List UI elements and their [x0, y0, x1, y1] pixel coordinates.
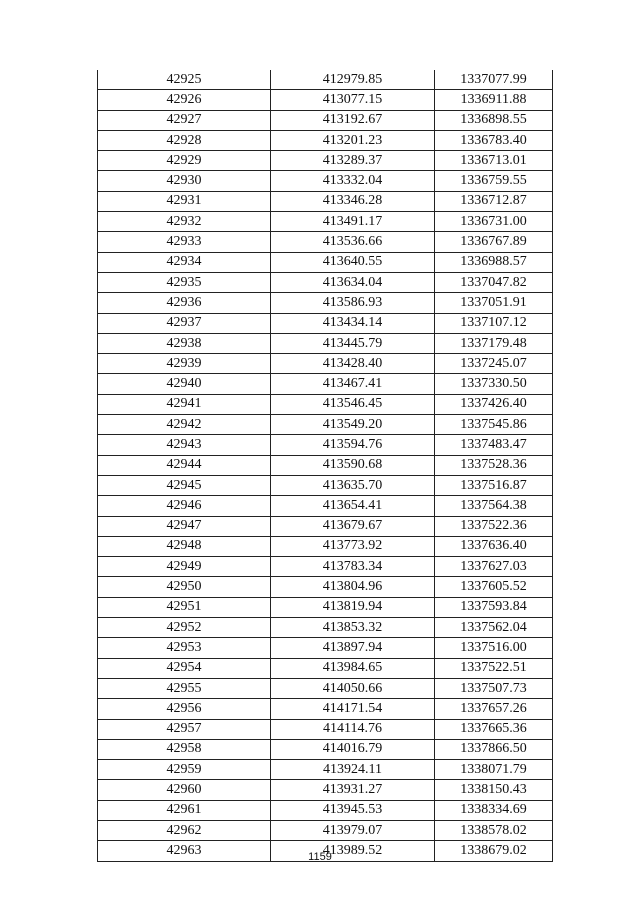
y-coordinate-cell: 1337665.36 [435, 719, 553, 739]
point-id-cell: 42952 [98, 618, 271, 638]
y-coordinate-cell: 1337330.50 [435, 374, 553, 394]
point-id-cell: 42940 [98, 374, 271, 394]
point-id-cell: 42947 [98, 516, 271, 536]
point-id-cell: 42938 [98, 333, 271, 353]
x-coordinate-cell: 413586.93 [271, 293, 435, 313]
point-id-cell: 42956 [98, 699, 271, 719]
point-id-cell: 42926 [98, 90, 271, 110]
point-id-cell: 42961 [98, 800, 271, 820]
table-row [98, 658, 553, 678]
y-coordinate-cell: 1336988.57 [435, 252, 553, 272]
table-row [98, 333, 553, 353]
x-coordinate-cell: 413679.67 [271, 516, 435, 536]
y-coordinate-cell: 1337047.82 [435, 272, 553, 292]
table-row [98, 171, 553, 191]
table-row [98, 70, 553, 90]
table-row [98, 820, 553, 840]
table-row [98, 455, 553, 475]
point-id-cell: 42941 [98, 394, 271, 414]
x-coordinate-cell: 413804.96 [271, 577, 435, 597]
table-row [98, 110, 553, 130]
x-coordinate-cell: 413783.34 [271, 557, 435, 577]
x-coordinate-cell: 413536.66 [271, 232, 435, 252]
point-id-cell: 42931 [98, 191, 271, 211]
table-row [98, 130, 553, 150]
x-coordinate-cell: 413549.20 [271, 415, 435, 435]
point-id-cell: 42939 [98, 354, 271, 374]
point-id-cell: 42958 [98, 739, 271, 759]
point-id-cell: 42928 [98, 130, 271, 150]
x-coordinate-cell: 413192.67 [271, 110, 435, 130]
y-coordinate-cell: 1336713.01 [435, 151, 553, 171]
y-coordinate-cell: 1338071.79 [435, 760, 553, 780]
table-row [98, 618, 553, 638]
x-coordinate-cell: 413428.40 [271, 354, 435, 374]
x-coordinate-cell: 413491.17 [271, 212, 435, 232]
x-coordinate-cell: 413640.55 [271, 252, 435, 272]
x-coordinate-cell: 413594.76 [271, 435, 435, 455]
x-coordinate-cell: 413635.70 [271, 475, 435, 495]
point-id-cell: 42949 [98, 557, 271, 577]
x-coordinate-cell: 413634.04 [271, 272, 435, 292]
table-row [98, 800, 553, 820]
x-coordinate-cell: 413467.41 [271, 374, 435, 394]
x-coordinate-cell: 413289.37 [271, 151, 435, 171]
table-row [98, 536, 553, 556]
point-id-cell: 42925 [98, 70, 271, 90]
y-coordinate-cell: 1337605.52 [435, 577, 553, 597]
table-row [98, 780, 553, 800]
point-id-cell: 42955 [98, 678, 271, 698]
x-coordinate-cell: 413077.15 [271, 90, 435, 110]
point-id-cell: 42942 [98, 415, 271, 435]
table-row [98, 374, 553, 394]
y-coordinate-cell: 1337522.36 [435, 516, 553, 536]
point-id-cell: 42954 [98, 658, 271, 678]
point-id-cell: 42943 [98, 435, 271, 455]
point-id-cell: 42933 [98, 232, 271, 252]
x-coordinate-cell: 413945.53 [271, 800, 435, 820]
y-coordinate-cell: 1338150.43 [435, 780, 553, 800]
point-id-cell: 42927 [98, 110, 271, 130]
table-row [98, 232, 553, 252]
x-coordinate-cell: 414114.76 [271, 719, 435, 739]
y-coordinate-cell: 1338578.02 [435, 820, 553, 840]
table-row [98, 90, 553, 110]
x-coordinate-cell: 413346.28 [271, 191, 435, 211]
x-coordinate-cell: 414171.54 [271, 699, 435, 719]
x-coordinate-cell: 413989.52 [271, 841, 435, 861]
y-coordinate-cell: 1336898.55 [435, 110, 553, 130]
point-id-cell: 42932 [98, 212, 271, 232]
table-row [98, 496, 553, 516]
point-id-cell: 42946 [98, 496, 271, 516]
x-coordinate-cell: 413434.14 [271, 313, 435, 333]
x-coordinate-cell: 413853.32 [271, 618, 435, 638]
x-coordinate-cell: 413445.79 [271, 333, 435, 353]
y-coordinate-cell: 1336712.87 [435, 191, 553, 211]
point-id-cell: 42951 [98, 597, 271, 617]
table-row [98, 516, 553, 536]
y-coordinate-cell: 1337051.91 [435, 293, 553, 313]
table-row [98, 252, 553, 272]
table-row [98, 435, 553, 455]
coordinates-table [97, 70, 553, 862]
table-row [98, 313, 553, 333]
y-coordinate-cell: 1336911.88 [435, 90, 553, 110]
point-id-cell: 42944 [98, 455, 271, 475]
page-number: 1159 [308, 851, 332, 863]
point-id-cell: 42936 [98, 293, 271, 313]
x-coordinate-cell: 413590.68 [271, 455, 435, 475]
y-coordinate-cell: 1337179.48 [435, 333, 553, 353]
point-id-cell: 42945 [98, 475, 271, 495]
x-coordinate-cell: 414050.66 [271, 678, 435, 698]
x-coordinate-cell: 413979.07 [271, 820, 435, 840]
point-id-cell: 42930 [98, 171, 271, 191]
table-row [98, 151, 553, 171]
y-coordinate-cell: 1336759.55 [435, 171, 553, 191]
y-coordinate-cell: 1337245.07 [435, 354, 553, 374]
table-row [98, 638, 553, 658]
point-id-cell: 42957 [98, 719, 271, 739]
point-id-cell: 42959 [98, 760, 271, 780]
point-id-cell: 42929 [98, 151, 271, 171]
table-row [98, 272, 553, 292]
point-id-cell: 42948 [98, 536, 271, 556]
point-id-cell: 42962 [98, 820, 271, 840]
table-row [98, 699, 553, 719]
x-coordinate-cell: 413931.27 [271, 780, 435, 800]
x-coordinate-cell: 414016.79 [271, 739, 435, 759]
x-coordinate-cell: 413773.92 [271, 536, 435, 556]
x-coordinate-cell: 413654.41 [271, 496, 435, 516]
y-coordinate-cell: 1338679.02 [435, 841, 553, 861]
x-coordinate-cell: 413201.23 [271, 130, 435, 150]
x-coordinate-cell: 413546.45 [271, 394, 435, 414]
point-id-cell: 42934 [98, 252, 271, 272]
y-coordinate-cell: 1336731.00 [435, 212, 553, 232]
point-id-cell: 42937 [98, 313, 271, 333]
table-row [98, 475, 553, 495]
point-id-cell: 42950 [98, 577, 271, 597]
y-coordinate-cell: 1338334.69 [435, 800, 553, 820]
y-coordinate-cell: 1337483.47 [435, 435, 553, 455]
y-coordinate-cell: 1336767.89 [435, 232, 553, 252]
x-coordinate-cell: 413924.11 [271, 760, 435, 780]
table-row [98, 394, 553, 414]
table-row [98, 760, 553, 780]
table-row [98, 577, 553, 597]
y-coordinate-cell: 1337657.26 [435, 699, 553, 719]
y-coordinate-cell: 1337522.51 [435, 658, 553, 678]
point-id-cell: 42953 [98, 638, 271, 658]
x-coordinate-cell: 413984.65 [271, 658, 435, 678]
table-row [98, 597, 553, 617]
x-coordinate-cell: 413819.94 [271, 597, 435, 617]
y-coordinate-cell: 1337593.84 [435, 597, 553, 617]
x-coordinate-cell: 412979.85 [271, 70, 435, 90]
x-coordinate-cell: 413897.94 [271, 638, 435, 658]
table-row [98, 678, 553, 698]
table-row [98, 415, 553, 435]
y-coordinate-cell: 1337077.99 [435, 70, 553, 90]
y-coordinate-cell: 1337545.86 [435, 415, 553, 435]
y-coordinate-cell: 1337636.40 [435, 536, 553, 556]
y-coordinate-cell: 1337507.73 [435, 678, 553, 698]
y-coordinate-cell: 1337564.38 [435, 496, 553, 516]
x-coordinate-cell: 413332.04 [271, 171, 435, 191]
coordinates-table-body [98, 70, 553, 861]
point-id-cell: 42960 [98, 780, 271, 800]
table-row [98, 739, 553, 759]
table-row [98, 191, 553, 211]
y-coordinate-cell: 1337107.12 [435, 313, 553, 333]
table-row [98, 557, 553, 577]
y-coordinate-cell: 1337528.36 [435, 455, 553, 475]
y-coordinate-cell: 1337562.04 [435, 618, 553, 638]
y-coordinate-cell: 1337516.00 [435, 638, 553, 658]
table-row [98, 212, 553, 232]
table-row [98, 719, 553, 739]
table-row [98, 293, 553, 313]
table-row [98, 354, 553, 374]
y-coordinate-cell: 1337426.40 [435, 394, 553, 414]
point-id-cell: 42935 [98, 272, 271, 292]
y-coordinate-cell: 1337866.50 [435, 739, 553, 759]
y-coordinate-cell: 1337516.87 [435, 475, 553, 495]
y-coordinate-cell: 1336783.40 [435, 130, 553, 150]
point-id-cell: 42963 [98, 841, 271, 861]
y-coordinate-cell: 1337627.03 [435, 557, 553, 577]
